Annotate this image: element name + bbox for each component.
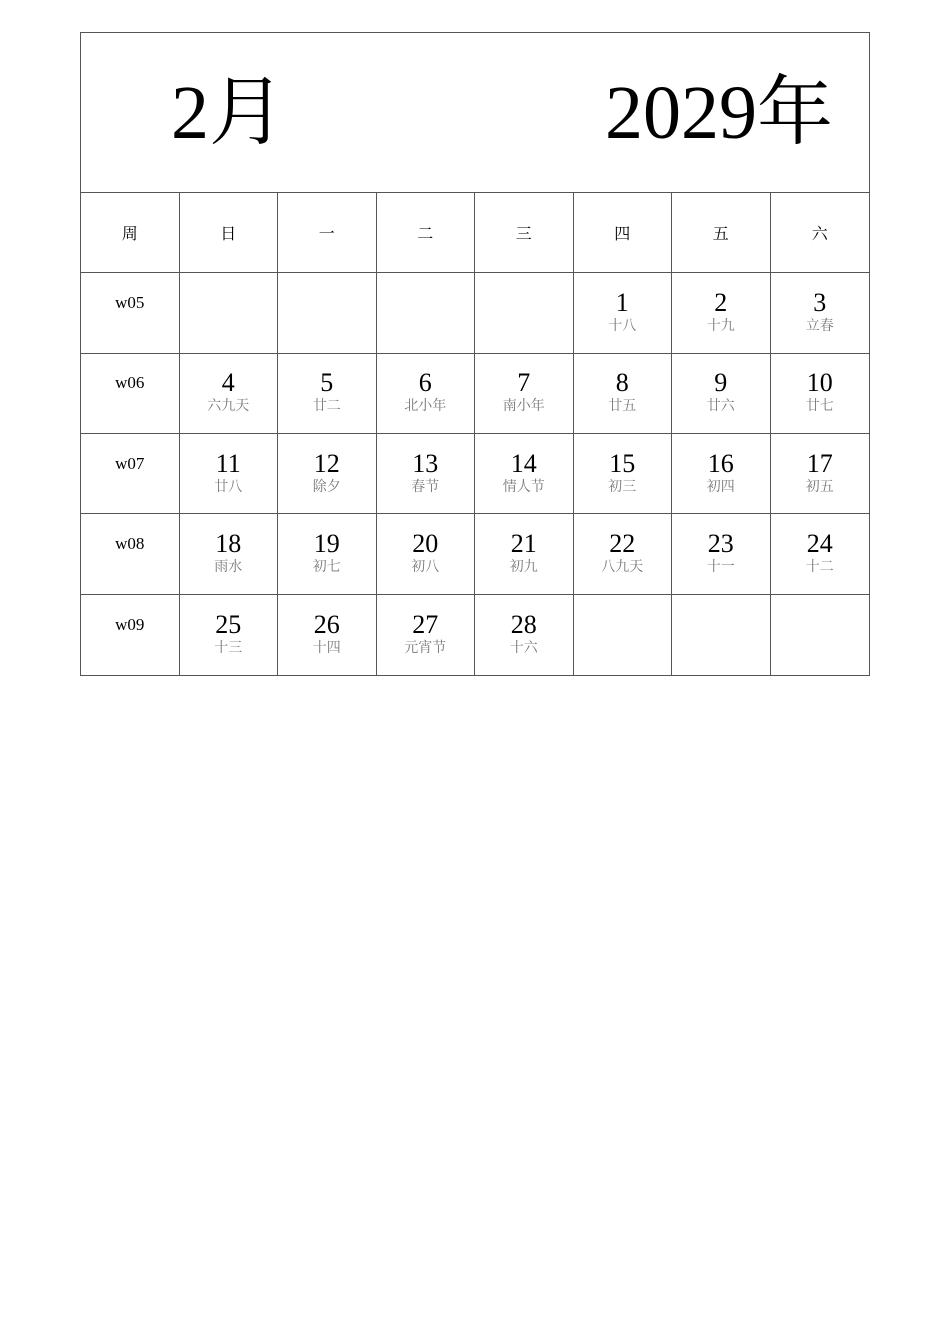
day-cell (180, 354, 279, 434)
week-number-cell (81, 354, 180, 434)
lunar-date: 廿六 (706, 398, 735, 415)
day-number: 17 (806, 448, 833, 478)
lunar-date: 六九天 (207, 398, 250, 415)
day-cell (574, 595, 673, 675)
day-cell (180, 273, 279, 353)
lunar-date: 除夕 (312, 478, 341, 495)
day-cell (771, 273, 870, 353)
day-cell (475, 273, 574, 353)
day-cell (574, 354, 673, 434)
calendar-header (81, 33, 869, 193)
lunar-date: 初四 (706, 478, 735, 495)
day-number: 18 (215, 528, 242, 558)
week-number-cell (81, 514, 180, 594)
column-header-label: 六 (811, 224, 828, 244)
day-number: 23 (707, 528, 734, 558)
day-number: 9 (714, 368, 728, 398)
day-number: 20 (412, 528, 439, 558)
lunar-date: 十九 (706, 317, 735, 334)
day-cell (672, 434, 771, 514)
day-cell (475, 434, 574, 514)
day-cell (672, 273, 771, 353)
day-cell (180, 595, 279, 675)
lunar-date: 十六 (509, 639, 538, 656)
column-header (672, 193, 771, 273)
lunar-date: 廿八 (214, 478, 243, 495)
week-number: w08 (115, 533, 145, 553)
column-header-label: 周 (121, 224, 138, 244)
day-number: 5 (320, 368, 334, 398)
lunar-date: 十四 (312, 639, 341, 656)
lunar-date: 十一 (706, 558, 735, 575)
day-cell (574, 514, 673, 594)
day-number: 19 (313, 528, 340, 558)
week-number: w06 (115, 373, 145, 393)
day-number: 24 (806, 528, 833, 558)
day-number: 25 (215, 609, 242, 639)
day-cell (672, 514, 771, 594)
lunar-date: 初三 (608, 478, 637, 495)
day-number: 15 (609, 448, 636, 478)
week-number-cell (81, 595, 180, 675)
lunar-date: 情人节 (502, 478, 545, 495)
lunar-date: 南小年 (502, 398, 545, 415)
lunar-date: 十三 (214, 639, 243, 656)
day-number: 27 (412, 609, 439, 639)
year-title: 2029年 (605, 71, 833, 155)
calendar (80, 32, 870, 676)
day-cell (574, 434, 673, 514)
day-number: 14 (510, 448, 537, 478)
day-number: 13 (412, 448, 439, 478)
day-cell (771, 434, 870, 514)
day-number: 2 (714, 287, 728, 317)
day-cell (377, 354, 476, 434)
day-cell (278, 595, 377, 675)
lunar-date: 初八 (411, 558, 440, 575)
day-cell (278, 354, 377, 434)
day-cell (377, 514, 476, 594)
day-number: 22 (609, 528, 636, 558)
day-cell (278, 273, 377, 353)
day-cell (278, 514, 377, 594)
day-cell (180, 514, 279, 594)
lunar-date: 廿二 (312, 398, 341, 415)
lunar-date: 八九天 (601, 558, 644, 575)
day-number: 12 (313, 448, 340, 478)
day-cell (377, 595, 476, 675)
column-header-label: 二 (417, 224, 434, 244)
day-number: 7 (517, 368, 531, 398)
day-cell (180, 434, 279, 514)
week-number: w09 (115, 614, 145, 634)
column-header (475, 193, 574, 273)
day-number: 26 (313, 609, 340, 639)
lunar-date: 元宵节 (404, 639, 447, 656)
day-number: 4 (221, 368, 235, 398)
column-header (81, 193, 180, 273)
column-header-label: 三 (515, 224, 532, 244)
day-number: 3 (813, 287, 827, 317)
day-cell (771, 595, 870, 675)
day-number: 28 (510, 609, 537, 639)
day-number: 10 (806, 368, 833, 398)
lunar-date: 春节 (411, 478, 440, 495)
week-number: w07 (115, 453, 145, 473)
week-number-cell (81, 434, 180, 514)
day-number: 11 (215, 448, 241, 478)
day-cell (377, 273, 476, 353)
column-header (278, 193, 377, 273)
column-header-label: 一 (318, 224, 335, 244)
column-header-label: 四 (614, 224, 631, 244)
day-cell (672, 595, 771, 675)
day-cell (377, 434, 476, 514)
lunar-date: 廿五 (608, 398, 637, 415)
column-header (574, 193, 673, 273)
day-number: 16 (707, 448, 734, 478)
lunar-date: 十八 (608, 317, 637, 334)
day-number: 1 (615, 287, 629, 317)
lunar-date: 初七 (312, 558, 341, 575)
lunar-date: 廿七 (805, 398, 834, 415)
day-cell (672, 354, 771, 434)
column-header-label: 五 (712, 224, 729, 244)
lunar-date: 雨水 (214, 558, 243, 575)
lunar-date: 十二 (805, 558, 834, 575)
day-cell (771, 514, 870, 594)
day-cell (475, 354, 574, 434)
lunar-date: 初五 (805, 478, 834, 495)
day-number: 21 (510, 528, 537, 558)
column-header (771, 193, 870, 273)
lunar-date: 北小年 (404, 398, 447, 415)
column-header (377, 193, 476, 273)
month-title: 2月 (171, 71, 285, 155)
calendar-grid (81, 193, 869, 675)
day-number: 8 (615, 368, 629, 398)
lunar-date: 初九 (509, 558, 538, 575)
column-header (180, 193, 279, 273)
lunar-date: 立春 (805, 317, 834, 334)
day-cell (574, 273, 673, 353)
week-number-cell (81, 273, 180, 353)
day-cell (475, 514, 574, 594)
day-cell (771, 354, 870, 434)
week-number: w05 (115, 292, 145, 312)
day-number: 6 (418, 368, 432, 398)
day-cell (475, 595, 574, 675)
column-header-label: 日 (220, 224, 237, 244)
day-cell (278, 434, 377, 514)
